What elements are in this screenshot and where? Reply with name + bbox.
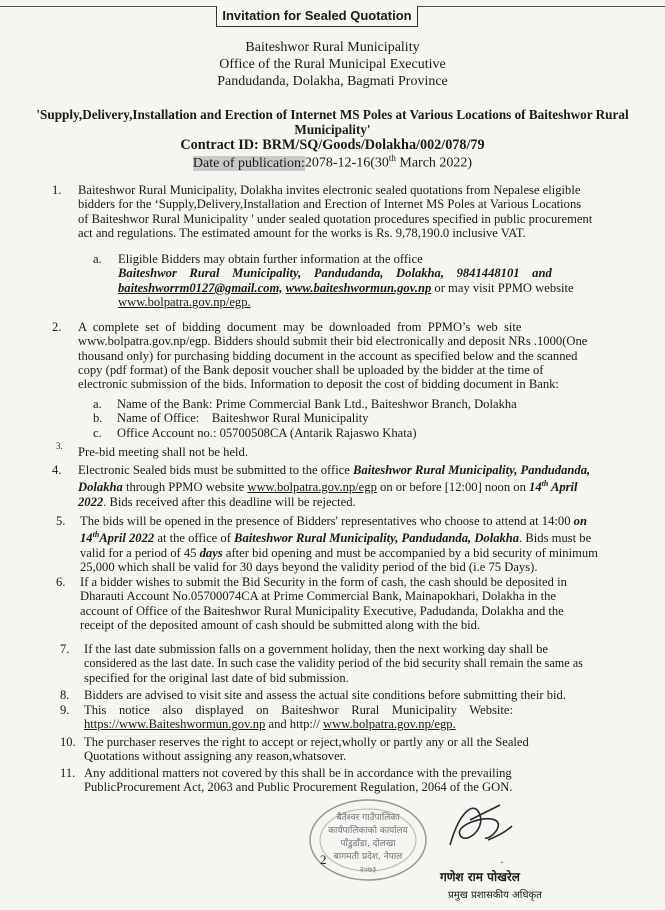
stamp-seal xyxy=(298,790,438,890)
item-number: 8. xyxy=(60,688,70,702)
document-header: Invitation for Sealed Quotation xyxy=(216,6,418,27)
ppmo-link[interactable]: www.bolpatra.gov.np/egp. xyxy=(118,294,251,309)
publication-label: Date of publication: xyxy=(192,155,305,171)
signatory-title: प्रमुख प्रशासकीय अधिकृत xyxy=(448,890,542,901)
item-10: The purchaser reserves the right to accept or reject,wholly or partly any or all the Sealed Quotations without assigning any reason,whatsover. xyxy=(84,735,529,764)
item-5: The bids will be opened in the presence of Bidders' representatives who choose to attend at 14:00 on 14thApril 2022 at the office of Baiteshwor Rural Municipality, Pandudanda, Dolakha. Bids must be valid for a period of 45 days after bid opening and must be accompanied by a bid security of minimum 25,000 which shall be valid for 30 days beyond the validity period of the bid (i.e 75 Days). xyxy=(80,514,598,575)
item-7: If the last date submission falls on a government holiday, then the next working day shall be considered as the last date. In such case the validity period of the bid security shall remain the same as specified for the original last date of bid submission. xyxy=(84,642,583,685)
municipality-website-link[interactable]: https://www.Baiteshwormun.gov.np xyxy=(84,717,266,732)
item-11: Any additional matters not covered by this shall be in accordance with the prevailing PublicProcurement Act, 2063 and Public Procurement Regulation, 2064 of the GON. xyxy=(84,766,513,795)
org-name: Baiteshwor Rural Municipality xyxy=(245,40,420,55)
item-1a: Eligible Bidders may obtain further information at the office Baiteshwor Rural Municipality, Pandudanda, Dolakha, 9841448101 and baiteshworrm0127@gmail.com, www.baiteshwormun.gov.np or may visit PPMO website www.bolpatra.gov.np/egp. xyxy=(118,252,574,309)
item-number: 2. xyxy=(52,320,62,334)
stamp-line: कार्यपालिकाको कार्यालय xyxy=(328,826,408,836)
item-6: If a bidder wishes to submit the Bid Security in the form of cash, the cash should be deposited in Dharauti Account No.05700074CA at Prime Commercial Bank, Mainapokhari, Dolakha in the account of Office of the Baiteshwor Rural Municipality Executive, Padudanda, Dolakha and the receipt of the deposited amount of cash should be submitted along with the bid. xyxy=(80,575,567,632)
bank-details: a. Name of the Bank: Prime Commercial Bank Ltd., Baiteshwor Branch, Dolakha b. Name of Office: Baiteshwor Rural Municipality c. Office Account no.: 05700508CA (Antarik Rajaswo Khata) xyxy=(93,397,517,440)
item-number: 11. xyxy=(60,766,76,780)
item-number: 6. xyxy=(56,575,66,589)
org-address: Pandudanda, Dolakha, Bagmati Province xyxy=(217,74,448,89)
item-9: This notice also displayed on Baiteshwor Rural Municipality Website: https://www.Baiteshwormun.gov.np and http:// www.bolpatra.gov.np/egp. xyxy=(84,703,513,732)
item-number: 3. xyxy=(56,441,63,451)
item-1: Baiteshwor Rural Municipality, Dolakha invites electronic sealed quotations from Nepalese eligible bidders for the ‘Supply,Delivery,Installation and Erection of Internet MS Poles at Various Locations of Baiteshwor Rural Municipality ' under sealed quotation procedures specified in public procurement act and regulations. The estimated amount for the works is Rs. 9,78,190.0 inclusive VAT. xyxy=(78,183,593,240)
page-number: 2 xyxy=(320,852,327,867)
signature-dot: · xyxy=(500,855,504,869)
email-link[interactable]: baiteshworrm0127@gmail.com, xyxy=(118,280,283,295)
publication-date: Date of publication:2078-12-16(30th March 2022) xyxy=(192,153,473,171)
signature xyxy=(430,790,520,860)
stamp-line: बागमती प्रदेश, नेपाल xyxy=(333,852,403,862)
website-link[interactable]: www.baiteshwormun.gov.np xyxy=(285,280,432,295)
signatory-name: गणेश राम पोखरेल xyxy=(440,870,520,884)
item-4: Electronic Sealed bids must be submitted to the office Baiteshwor Rural Municipality, Pandudanda, Dolakha through PPMO website www.bolpatra.gov.np/egp on or before [12:00] noon on 14th April 2022. Bids received after this deadline will be rejected. xyxy=(78,463,591,509)
item-8: Bidders are advised to visit site and assess the actual site conditions before submitting their bid. xyxy=(84,688,566,702)
item-number: 9. xyxy=(60,703,70,717)
item-number: 1. xyxy=(52,183,62,197)
item-number: 10. xyxy=(60,735,76,749)
item-number: 7. xyxy=(60,642,70,656)
item-2: A complete set of bidding document may be downloaded from PPMO’s web site www.bolpatra.gov.np/egp. Bidders should submit their bid electronically and deposit NRs .1000(One thousand only) for purchasing bidding document in the account as specified below and the scanned copy (pdf format) of the Bank deposit voucher shall be uploaded by the bidder at the time of electronic submission of the bids. Information to deposit the cost of bidding document in Bank: xyxy=(78,320,588,392)
contract-id: Contract ID: BRM/SQ/Goods/Dolakha/002/078/79 xyxy=(180,137,485,153)
item-number: 5. xyxy=(56,514,66,528)
bolpatra-link[interactable]: www.bolpatra.gov.np/egp xyxy=(247,480,377,495)
signature-scribble xyxy=(430,790,520,860)
office-stamp xyxy=(298,790,438,890)
subitem-letter: a. xyxy=(93,252,102,266)
stamp-line: २०७३ xyxy=(359,865,377,874)
item-number: 4. xyxy=(52,463,62,477)
project-title-line1: 'Supply,Delivery,Installation and Erection of Internet MS Poles at Various Locations of Baiteshwor Rural xyxy=(36,107,629,122)
org-office: Office of the Rural Municipal Executive xyxy=(219,57,446,72)
stamp-line: पाँडुडाँडा, दोलखा xyxy=(340,839,396,849)
egp-link[interactable]: www.bolpatra.gov.np/egp. xyxy=(323,717,456,732)
project-title-line2: Municipality' xyxy=(294,122,371,137)
item-3: Pre-bid meeting shall not be held. xyxy=(78,445,248,459)
stamp-line: बैतेश्वर गाउँपालिका xyxy=(336,813,400,823)
